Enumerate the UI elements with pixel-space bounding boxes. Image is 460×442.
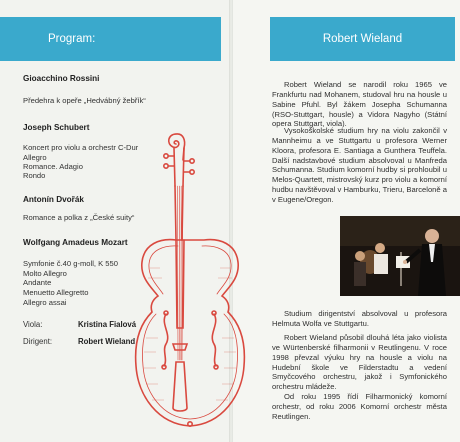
conductor-photo xyxy=(340,216,460,296)
program-line: Allegro xyxy=(23,153,47,162)
program-line: Rondo xyxy=(23,171,46,180)
composer-name: Wolfgang Amadeus Mozart xyxy=(23,238,128,247)
program-line: Andante xyxy=(23,278,52,287)
program-line: Symfonie č.40 g-moll, K 550 xyxy=(23,259,118,268)
bio-paragraph: Robert Wieland se narodil roku 1965 ve Frankfurtu nad Mohanem, studoval hru na housle u Sabine Pfuhl. Byl žákem Josepha Schumanna (RSO-Stuttgart, housle) a Vidora Nagyho (Státní opera Stuttgart, viola). xyxy=(272,80,447,129)
bio-paragraph: Vysokoškolské studium hry na violu zakončil v Mannheimu a ve Stuttgartu u profesora Werner Kloora, profesora E. Santiaga a Gunthera Teuffela. Další nadstavbové studium absolvoval u Manfreda Schumanna. Studium komorní hudby si prohloubil u Melos-Quartett, mistrovský kurz pro violu a komorní hudbu navštěvoval v Hamburku, Trieru, Barceloně a v Eugene/Oregon. xyxy=(272,126,447,205)
bio-header-label: Robert Wieland xyxy=(322,33,403,45)
credit-name: Robert Wieland xyxy=(78,337,136,346)
program-line: Koncert pro violu a orchestr C-Dur xyxy=(23,143,139,152)
program-header-label: Program: xyxy=(48,33,96,45)
bio-paragraph: Robert Wieland působil dlouhá léta jako violista ve Würtenberské filharmonii v Reutlingenu. V roce 1998 převzal výuku hry na housle a violu na Hudební škole ve Filderstadtu a vedení Smyčcového orchestru, jakož i Symfonického orchestru mládeže. xyxy=(272,333,447,392)
program-line: Romance a polka z „České suity“ xyxy=(23,213,135,222)
program-line: Molto Allegro xyxy=(23,269,67,278)
bio-paragraph: Studium dirigentství absolvoval u profesora Helmuta Wolfa ve Stuttgartu. xyxy=(272,309,447,328)
bio-paragraph: Od roku 1995 řídí Filharmonický komorní orchestr, od roku 2006 Komorní orchestr města Reutlingen. xyxy=(272,392,447,421)
composer-name: Gioacchino Rossini xyxy=(23,74,100,83)
credit-role: Viola: xyxy=(23,320,43,329)
program-header xyxy=(0,17,221,61)
credit-role: Dirigent: xyxy=(23,337,53,346)
program-line: Předehra k opeře „Hedvábný žebřík“ xyxy=(23,96,146,105)
program-line: Menuetto Allegretto xyxy=(23,288,89,297)
violin-icon xyxy=(130,128,250,438)
program-line: Romance. Adagio xyxy=(23,162,83,171)
program-line: Allegro assai xyxy=(23,298,67,307)
bio-header xyxy=(270,17,455,61)
composer-name: Joseph Schubert xyxy=(23,123,90,132)
composer-name: Antonín Dvořák xyxy=(23,195,84,204)
credit-name: Kristina Fialová xyxy=(78,320,137,329)
